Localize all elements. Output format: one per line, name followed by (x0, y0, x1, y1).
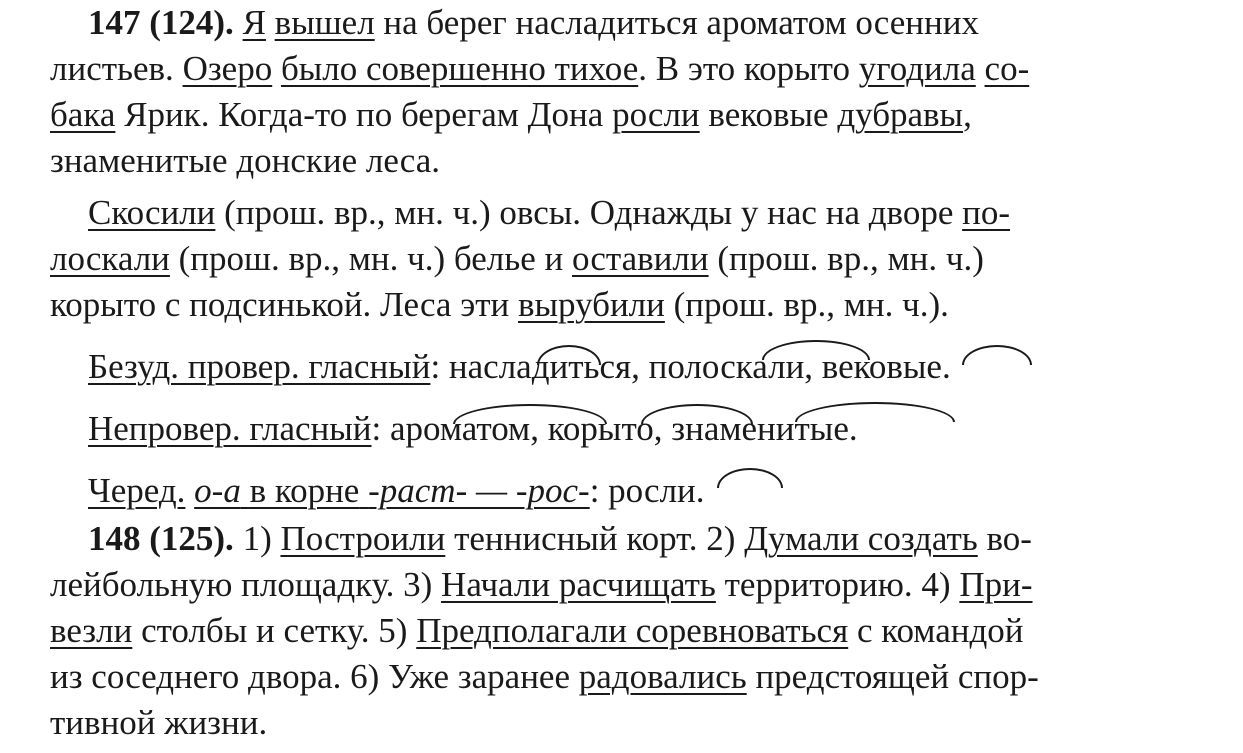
root-arc (641, 404, 753, 424)
analysis-words: : росли. (589, 471, 705, 510)
text-segment: , (963, 95, 972, 134)
root-arc (762, 340, 870, 360)
text-segment: предстоящей спор- (755, 657, 1039, 696)
text-segment: с командой (856, 611, 1024, 650)
text-segment: Ярик. Когда-то по берегам Дона (124, 95, 604, 134)
text-segment: корыто с подсинькой. Леса эти (50, 285, 510, 324)
predicate-word: Начали расчищать (441, 565, 716, 604)
analysis-label: в корне (249, 471, 360, 510)
text-segment: во- (986, 519, 1032, 558)
ex147-p2-line-3 (50, 284, 1243, 326)
predicate-word: по- (962, 193, 1011, 232)
predicate-word: Думали создать (744, 519, 978, 558)
analysis-label: Черед. (88, 471, 186, 510)
predicate-word: Скосили (88, 193, 216, 232)
predicate-word: угодила (858, 49, 976, 88)
predicate-word: радовались (578, 657, 747, 696)
subject-word: Озеро (182, 49, 273, 88)
ex147-number: 147 (124). (88, 3, 234, 42)
ex147-line-1 (0, 2, 1243, 44)
analysis-words: : ароматом, корыто, знаменитые. (371, 409, 858, 448)
text-segment: (прош. вр., мн. ч.). (673, 285, 949, 324)
analysis-line-3 (88, 470, 1243, 512)
text-segment: теннисный корт. 2) (454, 519, 736, 558)
ex148-line-1 (88, 518, 1243, 560)
predicate-word: Предполагали соревноваться (416, 611, 849, 650)
ex148-line-5: тивной жизни. (50, 703, 268, 742)
predicate-word: оставили (571, 239, 709, 278)
ex147-line-2 (50, 48, 1243, 90)
ex148-line-4 (50, 656, 1243, 698)
root-arc (453, 404, 607, 424)
predicate-word: вырубили (518, 285, 665, 324)
ex147-line-4: знаменитые донские леса. (50, 141, 441, 180)
predicate-word: При- (959, 565, 1033, 604)
subject-word: бака (50, 95, 116, 134)
text-segment: из соседнего двора. 6) Уже заранее (50, 657, 570, 696)
predicate-word: везли (50, 611, 133, 650)
analysis-roots: -раст- — -рос- (368, 471, 590, 510)
subject-word: со- (984, 49, 1030, 88)
text-segment: (прош. вр., мн. ч.) белье и (178, 239, 564, 278)
predicate-word: росли (612, 95, 700, 134)
predicate-word: было совершенно тихое (280, 49, 639, 88)
analysis-label: Безуд. провер. гласный (88, 347, 431, 386)
text-segment: (прош. вр., мн. ч.) (717, 239, 984, 278)
text-segment: 1) (242, 519, 272, 558)
ex148-number: 148 (125). (88, 519, 234, 558)
ex148-line-3 (50, 610, 1243, 652)
root-arc (795, 402, 955, 422)
subject-word: дубравы (837, 95, 964, 134)
text-segment: листьев. (50, 49, 174, 88)
text-segment: . В это корыто (638, 49, 851, 88)
ex147-line-3 (50, 94, 1243, 136)
ex147-p2-line-1 (88, 192, 1243, 234)
text-segment: территорию. 4) (724, 565, 951, 604)
predicate-word: вышел (274, 3, 375, 42)
text-segment: (прош. вр., мн. ч.) овсы. Однажды у нас на дворе (224, 193, 954, 232)
analysis-words: : насладиться, полоскали, вековые. (430, 347, 951, 386)
analysis-alternation: о-а (194, 471, 241, 510)
text-segment: лейбольную площадку. 3) (50, 565, 433, 604)
subject-word: Я (242, 3, 266, 42)
predicate-word: Построили (280, 519, 446, 558)
text-segment: столбы и сетку. 5) (141, 611, 408, 650)
text-segment: на берег насладиться ароматом осенних (383, 3, 979, 42)
text-segment: вековые (708, 95, 829, 134)
analysis-line-1 (88, 346, 1243, 388)
ex147-p2-line-2 (50, 238, 1243, 280)
ex148-line-2 (50, 564, 1243, 606)
analysis-label: Непровер. гласный (88, 409, 372, 448)
predicate-word: лоскали (50, 239, 170, 278)
